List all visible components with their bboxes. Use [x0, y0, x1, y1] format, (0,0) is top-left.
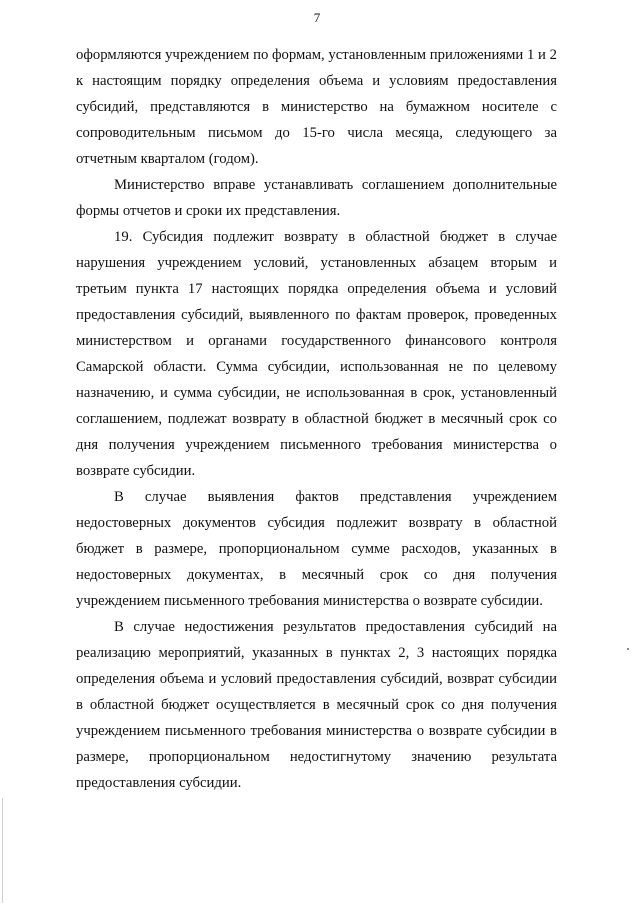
text-line: назначению, и сумма субсидии, не использованная в срок, установленный — [76, 385, 557, 401]
paragraph-2 — [76, 172, 557, 224]
text-line: субсидий, представляются в министерство на бумажном носителе — [76, 99, 539, 115]
page-number: 7 — [313, 10, 321, 25]
text-line: 2 к настоящим порядку определения объема и условиям предоставления — [76, 47, 558, 89]
paragraph-1 — [76, 42, 557, 172]
text-line: получения учреждением письменного требования министерства о возврате — [76, 697, 558, 739]
text-line: учреждением письменного требования министерства о возврате субсидии. — [76, 593, 543, 609]
text-line: В случае выявления фактов представления учреждением — [114, 489, 557, 505]
text-line: Самарской области. Сумма субсидии, использованная не по целевому — [76, 359, 557, 375]
paragraph-4 — [76, 484, 557, 614]
document-body — [76, 42, 557, 796]
text-line: нарушения учреждением условий, установленных абзацем вторым и — [76, 255, 557, 271]
text-line: отчетным кварталом (годом). — [76, 151, 259, 167]
paragraph-3 — [76, 224, 557, 484]
text-line: В случае недостижения результатов предоставления субсидий на — [114, 619, 557, 635]
text-line: результата предоставления субсидии. — [76, 749, 558, 791]
text-line: предоставления субсидий, выявленного по фактам проверок, проведенных — [76, 307, 557, 323]
text-line: бюджет в размере, пропорциональном сумме расходов, указанных в — [76, 541, 557, 557]
text-line: третьим пункта 17 настоящих порядка определения объема и условий — [76, 281, 557, 297]
text-line: недостоверных документах, в месячный срок со дня получения — [76, 567, 557, 583]
text-line: министерством и органами государственного финансового контроля — [76, 333, 557, 349]
text-line: Министерство вправе устанавливать соглашением дополнительные — [114, 177, 557, 193]
scan-edge-line — [2, 798, 3, 903]
text-line: субсидии в областной бюджет осуществляется в месячный срок со дня — [76, 671, 557, 713]
text-line: недостоверных документов субсидия подлежит возврату в областной — [76, 515, 557, 531]
text-line: субсидии в размере, пропорциональном недостигнутому значению — [76, 723, 557, 765]
text-line: соглашением, подлежат возврату в областной бюджет в месячный срок со — [76, 411, 557, 427]
text-line: оформляются учреждением по формам, установленным приложениями 1 и — [76, 47, 546, 63]
text-line: возврате субсидии. — [76, 463, 196, 479]
paragraph-5 — [76, 614, 557, 796]
text-line: определения объема и условий предоставления субсидий, возврат — [76, 671, 494, 687]
text-line: формы отчетов и сроки их представления. — [76, 203, 341, 219]
text-line: дня получения учреждением письменного требования министерства о — [76, 437, 557, 453]
text-line: реализацию мероприятий, указанных в пунктах 2, 3 настоящих порядка — [76, 645, 557, 661]
text-line: с сопроводительным письмом до 15-го числа месяца, следующего за — [76, 99, 558, 141]
text-line: 19. Субсидия подлежит возврату в областной бюджет в случае — [114, 229, 557, 245]
scan-speck — [627, 648, 629, 650]
